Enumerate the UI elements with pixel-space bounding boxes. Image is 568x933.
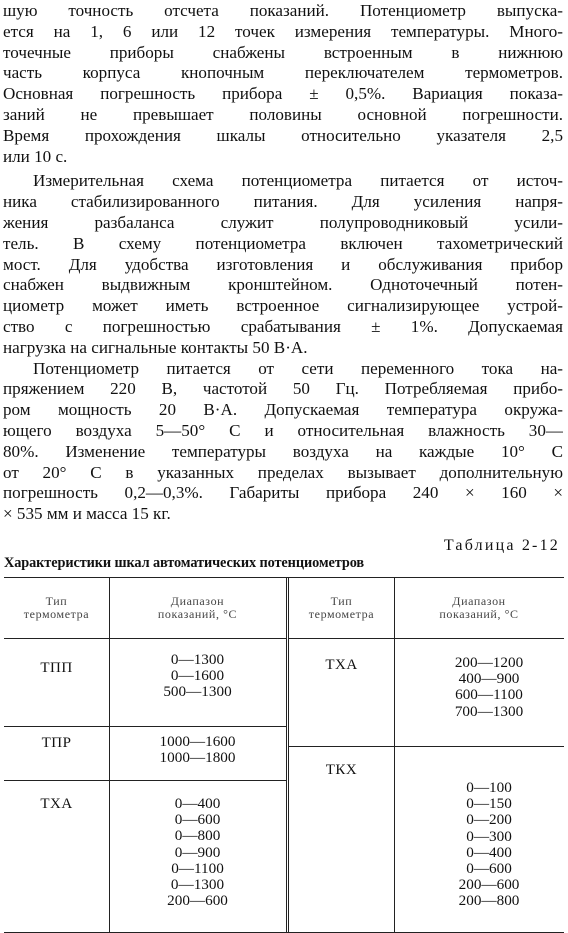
text-line: нагрузка на сигнальные контакты 50 В·А. (3, 337, 308, 357)
range-cell (109, 734, 286, 766)
range-value: 0—1300 (170, 876, 225, 894)
table-right-half (289, 578, 564, 932)
thermometer-type-cell: ТХА (40, 796, 73, 812)
range-value: 200—1200 (454, 654, 524, 671)
range-value: 200—600 (458, 876, 520, 894)
text-line: ника стабилизированного питания. Для усиления напря- (3, 192, 563, 212)
range-value: 0—300 (466, 827, 512, 845)
header-range: Диапазон показаний, °С (439, 594, 519, 621)
text-line: или 10 с. (3, 146, 68, 166)
table-header-left (4, 578, 286, 639)
header-thermometer-type: Тип термометра (23, 594, 90, 621)
text-line: Измерительная схема потенциометра питается от источ- (33, 171, 563, 191)
range-value: 0—200 (466, 811, 512, 829)
text-line: Потенциометр питается от сети переменного тока на- (33, 358, 563, 378)
text-line: снабжен выдвижным кронштейном. Одноточечный потен- (3, 275, 563, 295)
range-value: 0—600 (174, 811, 221, 829)
text-line: циометр может иметь встроенное сигнализирующее устрой- (3, 296, 563, 316)
range-value: 0—400 (174, 795, 221, 812)
text-line: Основная погрешность прибора ± 0,5%. Вариация показа- (3, 84, 563, 104)
range-value: 0—400 (466, 843, 512, 861)
text-line: мост. Для удобства изготовления и обслуживания прибор (3, 254, 563, 274)
text-line: тель. В схему потенциометра включен тахометрический (3, 233, 563, 253)
table-left-half (4, 578, 286, 932)
table-row-group (4, 726, 286, 781)
text-line: от 20° С в указанных пределах вызывает дополнительную (3, 462, 563, 482)
text-line: ющего воздуха 5—50° С и относительная влажность 30— (3, 420, 563, 440)
text-line: ется на 1, 6 или 12 точек измерения температуры. Много- (3, 21, 563, 41)
text-line: заний не превышает половины основной погрешности. (3, 104, 563, 124)
text-line: ство с погрешностью срабатывания ± 1%. Допускаемая (3, 316, 563, 336)
range-cell (109, 652, 286, 701)
range-cell (414, 780, 564, 910)
header-range: Диапазон показаний, °С (157, 594, 238, 621)
text-line: × 535 мм и масса 15 кг. (3, 504, 171, 524)
body-text (3, 1, 563, 525)
range-value: 200—800 (458, 892, 520, 910)
table-row-group (4, 638, 286, 727)
text-line: 80%. Изменение температуры воздуха на каждые 10° С (3, 441, 563, 461)
table-row-group (289, 638, 564, 747)
table-number: Таблица 2-12 (443, 537, 560, 554)
text-line: ром мощность 20 В·А. Допускаемая температура окружа- (3, 400, 563, 420)
range-cell (109, 796, 286, 909)
range-value: 0—600 (466, 860, 512, 878)
text-line: точечные приборы снабжены встроенным в нижнюю (3, 42, 563, 62)
range-value: 400—900 (458, 670, 520, 688)
text-line: часть корпуса кнопочным переключателем термометров. (3, 63, 563, 83)
text-line: пряжением 220 В, частотой 50 Гц. Потребляемая прибо- (3, 379, 563, 399)
range-value: 700—1300 (454, 702, 524, 720)
range-cell (414, 655, 564, 720)
text-line: шую точность отсчета показаний. Потенциометр выпуска- (3, 1, 563, 20)
header-thermometer-type: Тип термометра (308, 594, 375, 621)
thermometer-type-cell: ТПП (40, 660, 73, 676)
thermometer-type-cell: ТКХ (325, 762, 358, 778)
range-value: 1000—1800 (159, 749, 236, 767)
range-value: 500—1300 (163, 683, 232, 701)
range-value: 0—150 (466, 795, 512, 813)
table-row-group (289, 746, 564, 932)
table-caption: Характеристики шкал автоматических потенциометров (4, 555, 365, 571)
thermometer-type-cell: ТХА (325, 657, 358, 673)
text-line: Время прохождения шкалы относительно указателя 2,5 (3, 125, 563, 145)
range-value: 0—900 (174, 843, 221, 861)
thermometer-type-cell: ТПР (41, 735, 72, 751)
range-value: 0—800 (174, 827, 221, 845)
text-line: погрешность 0,2—0,3%. Габариты прибора 240 × 160 × (3, 483, 563, 503)
range-value: 0—1600 (170, 667, 225, 685)
range-value: 600—1100 (455, 686, 523, 704)
table-header-right (289, 578, 564, 639)
range-value: 200—600 (167, 892, 228, 910)
range-value: 0—100 (466, 779, 512, 796)
range-value: 0—1300 (170, 651, 225, 668)
scale-characteristics-table (4, 577, 564, 933)
range-value: 0—1100 (171, 859, 224, 877)
text-line: жения разбаланса служит полупроводниковый усили- (3, 212, 563, 232)
range-value: 1000—1600 (159, 733, 236, 750)
table-row-group (4, 780, 286, 932)
